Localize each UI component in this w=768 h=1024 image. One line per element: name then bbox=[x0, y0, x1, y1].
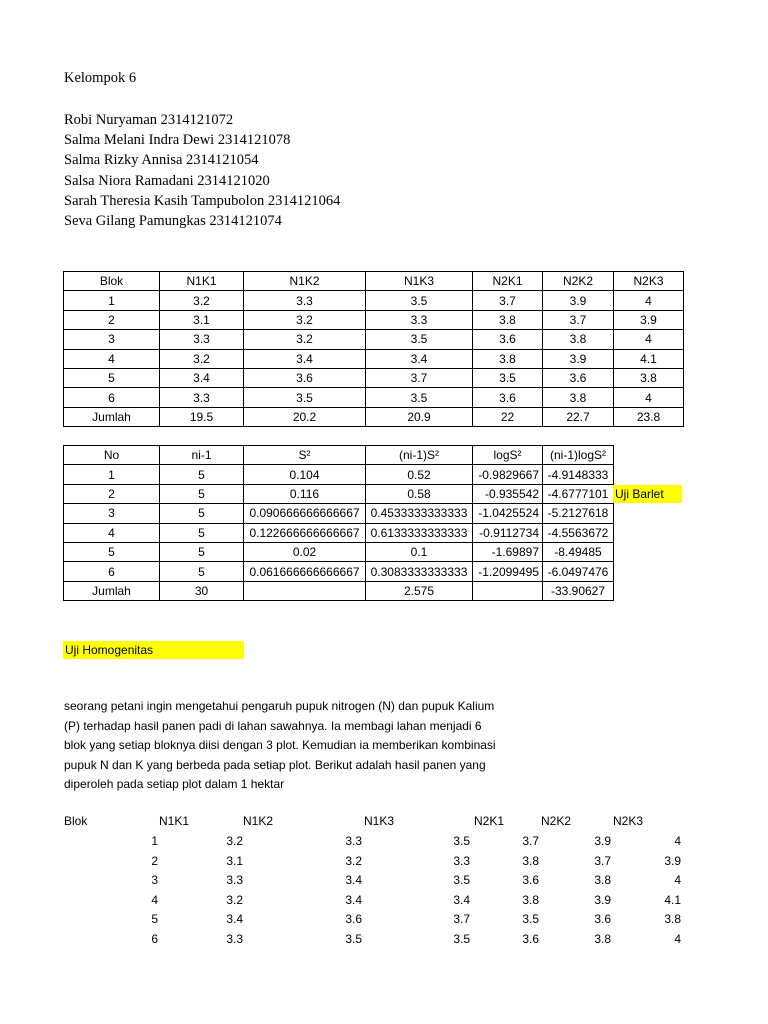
table-cell: Jumlah bbox=[64, 581, 160, 600]
table-cell: 3.5 bbox=[473, 368, 543, 387]
table-header-cell: N1K2 bbox=[244, 272, 366, 291]
table-cell: 3 bbox=[64, 504, 160, 523]
table-cell: 4 bbox=[614, 388, 684, 407]
table-cell: 3.3 bbox=[366, 310, 473, 329]
table-cell: -0.9112734 bbox=[473, 523, 543, 542]
table-cell: 3.1 bbox=[160, 310, 244, 329]
table-cell bbox=[244, 581, 366, 600]
raw-cell: 3.2 bbox=[345, 853, 362, 868]
table-cell: 5 bbox=[160, 465, 244, 484]
raw-cell: 3 bbox=[151, 873, 158, 887]
raw-cell: 3.5 bbox=[453, 873, 470, 887]
table-cell: 3.9 bbox=[543, 291, 614, 310]
table-row bbox=[64, 368, 684, 387]
table-cell: -1.0425524 bbox=[473, 504, 543, 523]
table-cell: Jumlah bbox=[64, 407, 160, 426]
table-cell: 4 bbox=[64, 523, 160, 542]
table-cell: 4 bbox=[64, 349, 160, 368]
raw-cell: 3.9 bbox=[664, 853, 681, 868]
raw-cell: 3.6 bbox=[345, 912, 362, 926]
table-cell: 3.5 bbox=[366, 330, 473, 349]
table-cell: 3.8 bbox=[473, 349, 543, 368]
table-cell: 5 bbox=[64, 368, 160, 387]
table-cell: 3.2 bbox=[244, 330, 366, 349]
table-cell bbox=[473, 581, 543, 600]
raw-cell: 3.3 bbox=[226, 931, 243, 946]
table-row bbox=[64, 310, 684, 329]
table-cell: 3.8 bbox=[543, 388, 614, 407]
table-cell: 3.5 bbox=[366, 388, 473, 407]
table-cell: 3.7 bbox=[366, 368, 473, 387]
table-header-row bbox=[64, 272, 684, 291]
table-header-cell: logS² bbox=[473, 446, 543, 465]
table-cell: 1 bbox=[64, 291, 160, 310]
raw-cell: 3.5 bbox=[522, 912, 539, 926]
table-row bbox=[64, 523, 614, 542]
table-cell: -33.90627 bbox=[543, 581, 614, 600]
table-cell: 4 bbox=[614, 330, 684, 349]
raw-cell: 3.7 bbox=[594, 853, 611, 868]
table-cell: 6 bbox=[64, 388, 160, 407]
raw-cell: 3.8 bbox=[664, 912, 681, 926]
group-title: Kelompok 6 bbox=[64, 70, 137, 86]
raw-header-cell: N2K3 bbox=[613, 814, 644, 828]
table-cell: 19.5 bbox=[160, 407, 244, 426]
table-cell: 3.9 bbox=[614, 310, 684, 329]
table-row bbox=[64, 388, 684, 407]
member-item: Salsa Niora Ramadani 2314121020 bbox=[64, 172, 270, 189]
table-cell: 23.8 bbox=[614, 407, 684, 426]
table-cell: 5 bbox=[160, 484, 244, 503]
table-cell: 4.1 bbox=[614, 349, 684, 368]
raw-header-cell: Blok bbox=[64, 814, 88, 828]
table-cell: 2.575 bbox=[366, 581, 473, 600]
table-cell: -4.5563672 bbox=[543, 523, 614, 542]
problem-line: seorang petani ingin mengetahui pengaruh pupuk nitrogen (N) dan pupuk Kalium bbox=[64, 699, 495, 713]
table-cell: 3.7 bbox=[473, 291, 543, 310]
table-cell: 3.3 bbox=[160, 330, 244, 349]
member-item: Seva Gilang Pamungkas 2314121074 bbox=[64, 213, 282, 230]
raw-cell: 4 bbox=[674, 931, 681, 946]
table-row bbox=[64, 349, 684, 368]
raw-cell: 4.1 bbox=[664, 892, 681, 907]
table-cell: 0.122666666666667 bbox=[244, 523, 366, 542]
table-cell: 3.7 bbox=[543, 310, 614, 329]
raw-cell: 3.4 bbox=[345, 892, 362, 907]
table-cell: -0.9829667 bbox=[473, 465, 543, 484]
table-row bbox=[64, 484, 614, 503]
table-cell: 0.3083333333333 bbox=[366, 562, 473, 581]
table-cell: 3.6 bbox=[244, 368, 366, 387]
table-cell: 3.5 bbox=[366, 291, 473, 310]
table-cell: 3.5 bbox=[244, 388, 366, 407]
table-cell: 2 bbox=[64, 310, 160, 329]
uji-homogenitas-heading: Uji Homogenitas bbox=[63, 641, 244, 659]
raw-cell: 3.1 bbox=[226, 853, 243, 868]
raw-cell: 5 bbox=[151, 912, 158, 926]
table-cell: -5.2127618 bbox=[543, 504, 614, 523]
raw-cell: 3.2 bbox=[226, 834, 243, 848]
raw-cell: 3.5 bbox=[345, 931, 362, 946]
member-item: Salma Melani Indra Dewi 2314121078 bbox=[64, 132, 291, 149]
problem-line: blok yang setiap bloknya diisi dengan 3 plot. Kemudian ia memberikan kombinasi bbox=[64, 738, 496, 753]
table-cell: 3.3 bbox=[160, 388, 244, 407]
problem-statement bbox=[64, 697, 534, 795]
raw-cell: 3.8 bbox=[594, 873, 611, 887]
table-cell: 0.4533333333333 bbox=[366, 504, 473, 523]
raw-cell: 3.7 bbox=[453, 912, 470, 926]
table-cell: 5 bbox=[64, 542, 160, 561]
raw-cell: 3.3 bbox=[226, 873, 243, 887]
table-header-cell: No bbox=[64, 446, 160, 465]
raw-cell: 3.3 bbox=[345, 834, 362, 848]
table-cell: 0.02 bbox=[244, 542, 366, 561]
raw-cell: 3.5 bbox=[453, 931, 470, 946]
table-cell: 22.7 bbox=[543, 407, 614, 426]
raw-cell: 3.8 bbox=[522, 853, 539, 868]
table-cell: 3.2 bbox=[160, 291, 244, 310]
table-cell: 0.061666666666667 bbox=[244, 562, 366, 581]
raw-cell: 3.4 bbox=[345, 873, 362, 887]
table-row bbox=[64, 504, 614, 523]
raw-cell: 3.8 bbox=[522, 892, 539, 907]
table-cell: 20.2 bbox=[244, 407, 366, 426]
table-cell: 4 bbox=[614, 291, 684, 310]
yield-table bbox=[63, 271, 684, 427]
table-cell: -0.935542 bbox=[473, 484, 543, 503]
raw-header-cell: N1K3 bbox=[364, 814, 395, 828]
raw-cell: 3.6 bbox=[522, 931, 539, 946]
table-cell: 3.8 bbox=[543, 330, 614, 349]
table-cell: 5 bbox=[160, 504, 244, 523]
member-list bbox=[64, 110, 340, 231]
table-cell: 0.58 bbox=[366, 484, 473, 503]
raw-cell: 4 bbox=[674, 834, 681, 848]
table-cell: 3.3 bbox=[244, 291, 366, 310]
raw-cell: 3.2 bbox=[226, 892, 243, 907]
table-cell: 5 bbox=[160, 523, 244, 542]
raw-cell: 4 bbox=[151, 892, 158, 907]
table-cell: 0.116 bbox=[244, 484, 366, 503]
table-cell: -8.49485 bbox=[543, 542, 614, 561]
table-cell: 3.2 bbox=[160, 349, 244, 368]
member-item: Salma Rizky Annisa 2314121054 bbox=[64, 152, 259, 169]
table-row bbox=[64, 581, 614, 600]
table-cell: 3.4 bbox=[160, 368, 244, 387]
table-cell: 5 bbox=[160, 562, 244, 581]
table-cell: 3.6 bbox=[473, 330, 543, 349]
table-header-cell: N2K1 bbox=[473, 272, 543, 291]
table-row bbox=[64, 291, 684, 310]
table-header-cell: Blok bbox=[64, 272, 160, 291]
raw-cell: 3.5 bbox=[453, 834, 470, 848]
table-row bbox=[64, 542, 614, 561]
table-cell: -1.2099495 bbox=[473, 562, 543, 581]
table-header-cell: ni-1 bbox=[160, 446, 244, 465]
table-cell: -1.69897 bbox=[473, 542, 543, 561]
raw-header-cell: N1K2 bbox=[243, 814, 274, 828]
raw-header-cell: N2K2 bbox=[541, 814, 572, 828]
raw-cell: 3.9 bbox=[594, 834, 611, 848]
raw-cell: 3.4 bbox=[453, 892, 470, 907]
table-cell: 3.6 bbox=[473, 388, 543, 407]
raw-cell: 1 bbox=[151, 834, 158, 848]
table-cell: 0.52 bbox=[366, 465, 473, 484]
table-cell: 20.9 bbox=[366, 407, 473, 426]
member-item: Robi Nuryaman 2314121072 bbox=[64, 112, 234, 128]
table-cell: 5 bbox=[160, 542, 244, 561]
table-row bbox=[64, 330, 684, 349]
raw-cell: 6 bbox=[151, 931, 158, 946]
table-cell: 3.8 bbox=[473, 310, 543, 329]
table-cell: 3 bbox=[64, 330, 160, 349]
table-cell: 3.4 bbox=[244, 349, 366, 368]
table-cell: 3.4 bbox=[366, 349, 473, 368]
table-header-row bbox=[64, 446, 614, 465]
table-header-cell: (ni-1)logS² bbox=[543, 446, 614, 465]
table-cell: -4.6777101 bbox=[543, 484, 614, 503]
table-cell: 3.9 bbox=[543, 349, 614, 368]
table-cell: 30 bbox=[160, 581, 244, 600]
table-cell: 6 bbox=[64, 562, 160, 581]
problem-line: pupuk N dan K yang berbeda pada setiap plot. Berikut adalah hasil panen yang bbox=[64, 757, 486, 772]
raw-cell: 3.6 bbox=[522, 873, 539, 887]
raw-header-cell: N2K1 bbox=[474, 814, 505, 828]
table-cell: 22 bbox=[473, 407, 543, 426]
raw-cell: 2 bbox=[151, 853, 158, 868]
table-cell: 3.6 bbox=[543, 368, 614, 387]
raw-cell: 3.3 bbox=[453, 853, 470, 868]
table-header-cell: N2K3 bbox=[614, 272, 684, 291]
problem-line: (P) terhadap hasil panen padi di lahan sawahnya. Ia membagi lahan menjadi 6 bbox=[64, 718, 482, 733]
raw-cell: 3.6 bbox=[594, 912, 611, 926]
table-header-cell: S² bbox=[244, 446, 366, 465]
raw-cell: 3.8 bbox=[594, 931, 611, 946]
raw-header-cell: N1K1 bbox=[159, 814, 190, 828]
table-cell: -6.0497476 bbox=[543, 562, 614, 581]
table-header-cell: (ni-1)S² bbox=[366, 446, 473, 465]
uji-barlet-label: Uji Barlet bbox=[613, 485, 682, 503]
bartlett-table bbox=[63, 445, 614, 601]
problem-line: diperoleh pada setiap plot dalam 1 hektar bbox=[64, 777, 285, 792]
raw-cell: 3.9 bbox=[594, 892, 611, 907]
table-row bbox=[64, 407, 684, 426]
raw-cell: 3.4 bbox=[226, 912, 243, 926]
table-header-cell: N2K2 bbox=[543, 272, 614, 291]
table-cell: -4.9148333 bbox=[543, 465, 614, 484]
raw-cell: 4 bbox=[674, 873, 681, 887]
table-cell: 0.1 bbox=[366, 542, 473, 561]
raw-cell: 3.7 bbox=[522, 834, 539, 848]
table-cell: 0.6133333333333 bbox=[366, 523, 473, 542]
table-cell: 0.104 bbox=[244, 465, 366, 484]
table-row bbox=[64, 465, 614, 484]
table-cell: 0.090666666666667 bbox=[244, 504, 366, 523]
table-cell: 1 bbox=[64, 465, 160, 484]
member-item: Sarah Theresia Kasih Tampubolon 2314121064 bbox=[64, 192, 341, 209]
table-cell: 3.8 bbox=[614, 368, 684, 387]
table-row bbox=[64, 562, 614, 581]
table-cell: 2 bbox=[64, 484, 160, 503]
table-header-cell: N1K3 bbox=[366, 272, 473, 291]
table-header-cell: N1K1 bbox=[160, 272, 244, 291]
table-cell: 3.2 bbox=[244, 310, 366, 329]
